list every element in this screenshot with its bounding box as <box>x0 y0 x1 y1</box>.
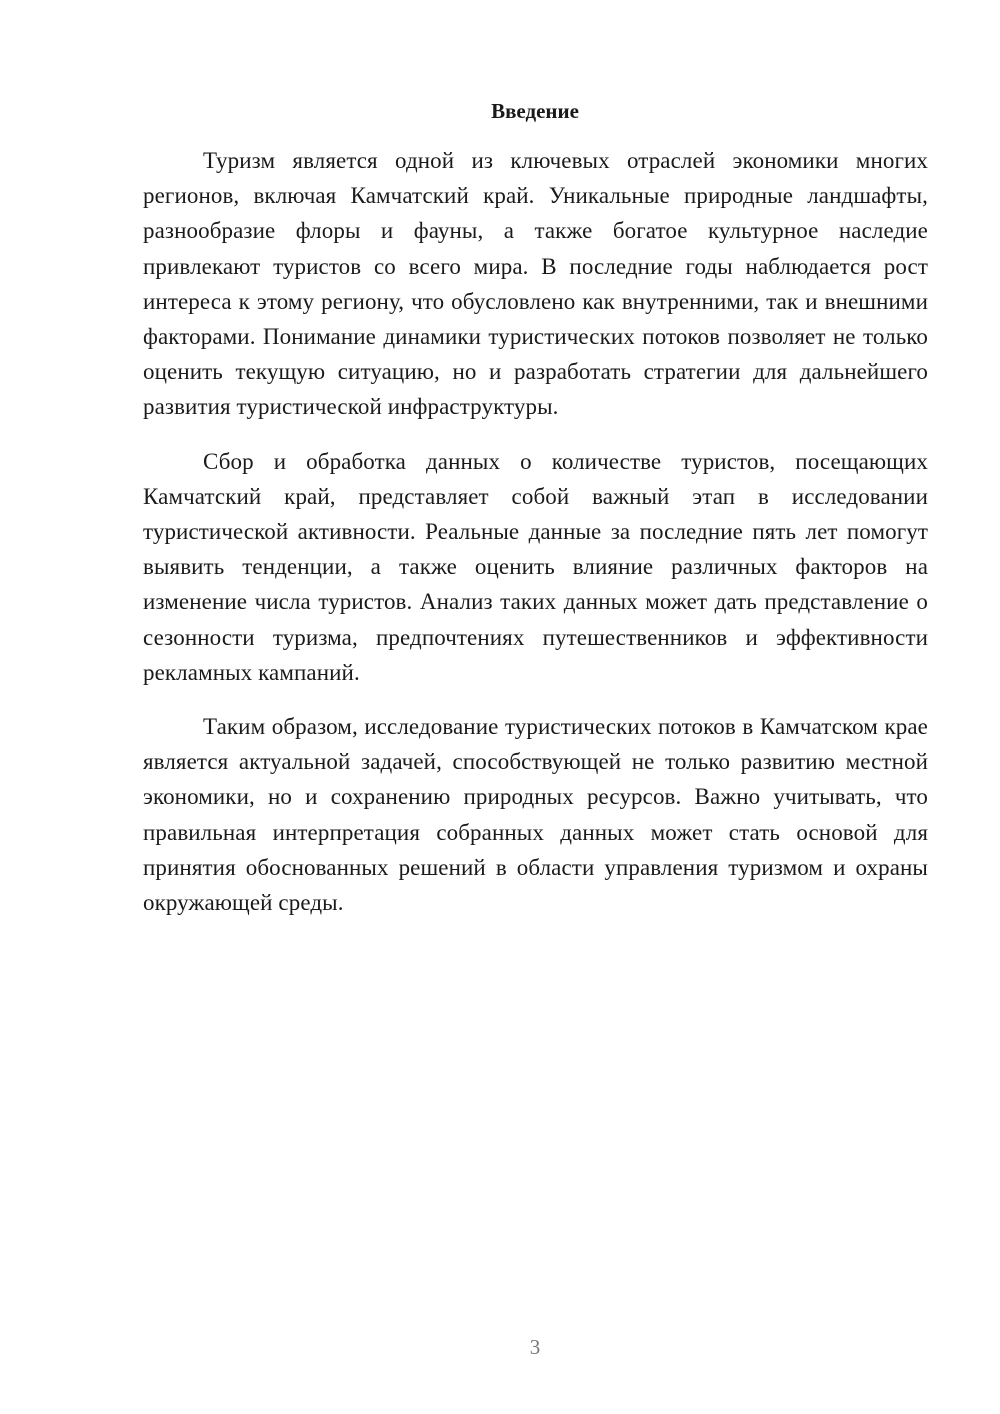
section-heading: Введение <box>491 99 579 123</box>
page-number: 3 <box>529 1335 541 1359</box>
paragraph-data-collection: Сбор и обработка данных о количестве туристов, посещающих Камчатский край, представляет собой важный этап в исследовании туристической активности. Реальные данные за последние пять лет помогут выявить тенденции, а также оценить влияние различных факторов на изменение числа туристов. Анализ таких данных может дать представление о сезонности туризма, предпочтениях путешественников и эффективности рекламных кампаний. <box>143 448 928 685</box>
body-text <box>143 143 928 939</box>
paragraph-intro: Туризм является одной из ключевых отраслей экономики многих регионов, включая Камчатский край. Уникальные природные ландшафты, разнообразие флоры и фауны, а также богатое культурное наследие привлекают туристов со всего мира. В последние годы наблюдается рост интереса к этому региону, что обусловлено как внутренними, так и внешними факторами. Понимание динамики туристических потоков позволяет не только оценить текущую ситуацию, но и разработать стратегии для дальнейшего развития туристической инфраструктуры. <box>143 148 928 420</box>
paragraph-conclusion: Таким образом, исследование туристических потоков в Камчатском крае является актуальной задачей, способствующей не только развитию местной экономики, но и сохранению природных ресурсов. Важно учитывать, что правильная интерпретация собранных данных может стать основой для принятия обоснованных решений в области управления туризмом и охраны окружающей среды. <box>143 714 928 916</box>
